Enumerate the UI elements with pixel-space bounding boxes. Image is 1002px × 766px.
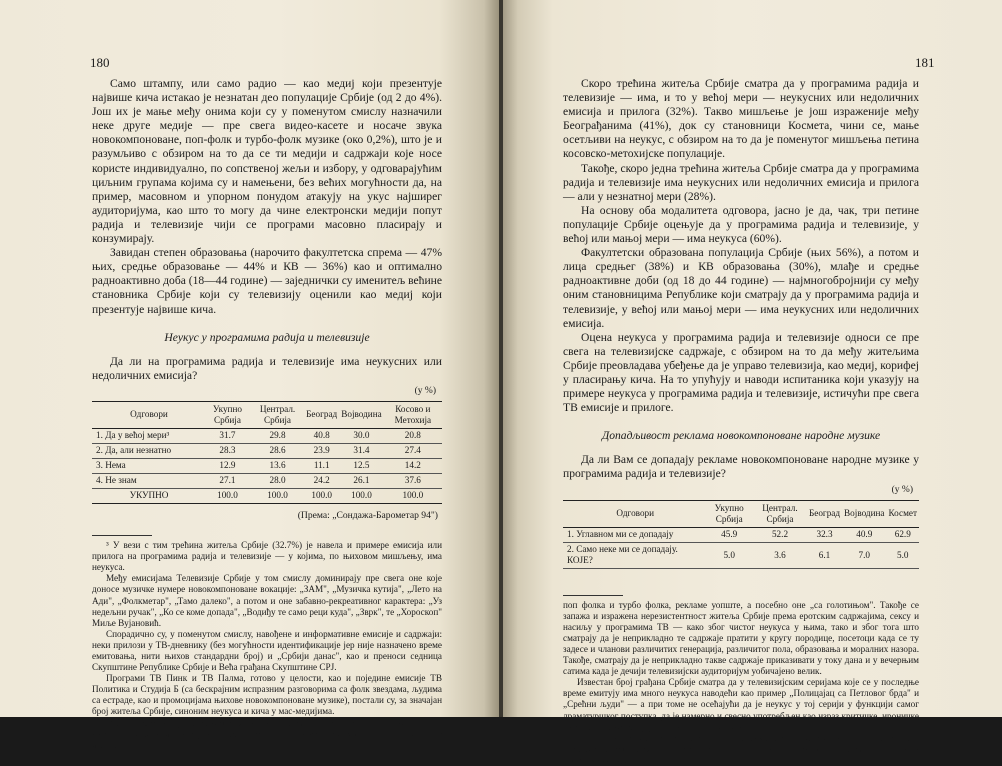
table-total-row: [92, 488, 442, 503]
unit-label: (у %): [891, 484, 913, 495]
table-cell: 3.6: [753, 542, 807, 568]
table-cell: 23.9: [304, 443, 339, 458]
page-number: 181: [915, 55, 935, 70]
table-cell: 13.6: [251, 458, 304, 473]
table-row: [92, 428, 442, 443]
table-cell: 14.2: [384, 458, 442, 473]
table-cell: 100.0: [304, 488, 339, 503]
footnote: Било је и примедаба на неукусно и непримерено понашање и начин вербалне и невербалне комуникације водитеља, пре свега у програмима телевизије, али и у програмима радија.: [563, 732, 919, 765]
table-cell: 100.0: [204, 488, 251, 503]
table-cell: 11.1: [304, 458, 339, 473]
table-cell: 27.4: [384, 443, 442, 458]
paragraph: Такође, скоро једна трећина житеља Србије сматра да у програмима радија и телевизије има неукусних или недоличних емисија и прилога — али у незнатној мери (28%).: [563, 161, 919, 203]
row-label: 1. Углавном ми се допадају: [563, 527, 705, 542]
column-header: Одговори: [92, 401, 204, 428]
footnotes: [92, 540, 442, 751]
table-cell: 5.0: [705, 542, 753, 568]
table-cell: 100.0: [339, 488, 383, 503]
table-cell: 12.5: [339, 458, 383, 473]
table-header-row: [92, 401, 442, 428]
table-cell: 28.6: [251, 443, 304, 458]
table-cell: 31.7: [204, 428, 251, 443]
left-body: [92, 77, 442, 751]
survey-question: Да ли Вам се допадају рекламе новокомпоноване народне музике у програмима радија и телевизије?: [563, 453, 919, 481]
survey-question: Да ли на програмима радија и телевизије има неукусних или недоличних емисија?: [92, 354, 442, 382]
column-header: Укупно Србија: [705, 500, 753, 527]
table-cell: 29.8: [251, 428, 304, 443]
table-cell: 100.0: [384, 488, 442, 503]
table-cell: 45.9: [705, 527, 753, 542]
page-number: 180: [90, 55, 110, 70]
column-header: Београд: [807, 500, 842, 527]
table-header-row: [563, 500, 919, 527]
paragraph: Завидан степен образовања (нарочито факултетска спрема — 47% њих, средње образовање — 44% и КВ — 36%) као и оптимално радноактивно доба (18—44 године) — заједнички су именитељ већине становника Србије који су телевизију оценили као медиј који презентује највише кича.: [92, 246, 442, 316]
row-label: УКУПНО: [92, 488, 204, 503]
column-header: Централ. Србија: [251, 401, 304, 428]
table-cell: 20.8: [384, 428, 442, 443]
table-cell: 52.2: [753, 527, 807, 542]
footnote: Известан број грађана Србије сматра да у телевизијским серијама које се у последње време емитују има много неукуса наводећи као пример „Полицајац са Петловог брда" и „Срећни људи" — а при томе не осећајући да је неукус у тој серији у функцији самог драматуршког поступка, да је намерно и свесно употребљен као израз критичке, ироничке дистанце према кичу у нашем животном окружењу.: [563, 677, 919, 732]
table-row: [563, 527, 919, 542]
table-cell: 40.9: [842, 527, 886, 542]
table-cell: 26.1: [339, 473, 383, 488]
paragraph: Факултетски образована популација Србије (њих 56%), а потом и лица средњег (38%) и КВ образовања (30%), млађе и средње радноактивне доби (од 18 до 44 године) — најмногобројнији су међу оним становницима Републике који сматрају да у програмима радија и телевизије, у већој или мањој мери — има неукусних или недоличних емисија.: [563, 246, 919, 330]
row-label: 1. Да у већој мери³: [92, 428, 204, 443]
table-cell: 28.0: [251, 473, 304, 488]
table-cell: 40.8: [304, 428, 339, 443]
table-cell: 31.4: [339, 443, 383, 458]
table-cell: 100.0: [251, 488, 304, 503]
table-cell: 24.2: [304, 473, 339, 488]
unit-label: (у %): [414, 385, 436, 396]
column-header: Војводина: [842, 500, 886, 527]
results-table: [563, 500, 919, 569]
results-table: [92, 401, 442, 504]
paragraph: Скоро трећина житеља Србије сматра да у програмима радија и телевизије — има, и то у већој мери — неукусних или недоличних емисија и прилога (32%). Такво мишљење је још израженије међу Београђанима (41%), док су становници Космета, чини се, мање осетљиви на неукус, с обзиром на то да је поменутог мишљења петина косовско-метохијске популације.: [563, 77, 919, 161]
table-cell: 5.0: [887, 542, 919, 568]
footnote: Спорадично су, у поменутом смислу, навођене и информативне емисије и садржаји: неки прилози у ТВ-дневнику (без могућности идентификације јер није назначено време емитовања, нити њихов стандардни број) и „Србији данас", као и преноси седница Скупштине Републике Србије и Већа грађана Скупштине СРЈ.: [92, 628, 442, 673]
column-header: Централ. Србија: [753, 500, 807, 527]
footnote: Програми ТВ Пинк и ТВ Палма, готово у целости, као и поједине емисије ТВ Политика и Студија Б (са бескрајним испразним разговорима са фолк звездама, људима са естраде, као и промоцијама њихове новокомпоноване музике), постали су, за значајан број житеља Србије, синоним неукуса и кича у мас-медијима.: [92, 673, 442, 717]
table-row: [92, 458, 442, 473]
row-label: 2. Само неке ми се допадају. КОЈЕ?: [563, 542, 705, 568]
table-cell: 62.9: [887, 527, 919, 542]
paragraph: На основу оба модалитета одговора, јасно је да, чак, три петине популације Србије оцењује да у програмима радија и телевизије, у већој или мањој мери — има неукуса (60%).: [563, 203, 919, 246]
column-header: Београд: [304, 401, 339, 428]
right-body: [563, 77, 919, 766]
table-cell: 30.0: [339, 428, 383, 443]
section-heading: Неукус у програмима радија и телевизије: [164, 330, 370, 344]
footnote-divider: [563, 595, 623, 596]
column-header: Војводина: [339, 401, 383, 428]
table-cell: 6.1: [807, 542, 842, 568]
footnote: Међу емисијама Телевизије Србије у том смислу доминирају пре свега оне које доносе музичке нумере новокомпоноване вокације: „ЗАМ", „Музичка кутија", „Лето на Ади", „Фолкметар", „Тамо далеко", а потом и оне забавно-рекреативног карактера: „Уз недељни ручак", „Ко се коме допада", „Водиђу те само реци куда", „Зврк", те „Хороскоп" Миље Вујановић.: [92, 573, 442, 628]
footnote-divider: [92, 535, 152, 536]
row-label: 2. Да, али незнатно: [92, 443, 204, 458]
table-cell: 37.6: [384, 473, 442, 488]
table-cell: 7.0: [842, 542, 886, 568]
row-label: 3. Нема: [92, 458, 204, 473]
section-heading: Допадљивост реклама новокомпоноване народне музике: [601, 429, 881, 443]
column-header: Одговори: [563, 500, 705, 527]
table-source: (Према: „Сондажа-Барометар 94"): [297, 509, 438, 521]
footnote: поп фолка и турбо фолка, рекламе уопште, а посебно оне „са голотињом". Такође се запажа и изражена нерезистентност житеља Србије према еротским садржајима, сексу и насиљу у програмима ТВ — како због чистог неукуса у њима, тако и због тога што сматрају да је неприкладно те садржаје пратити у кругу породице, посетоци када се ту задесе и чланови различитих генерација, различитог пола, образовања и моралних назора. Такође, сматрају да је неприкладно такве садржаје приказивати у току дана и у вечерњим сатима када је дечији телевизијски аудиторијум уобичајено велик.: [563, 599, 919, 677]
right-page: [503, 0, 1002, 765]
table-cell: 28.3: [204, 443, 251, 458]
row-label: 4. Не знам: [92, 473, 204, 488]
paragraph: Само штампу, или само радио — као медиј који презентује највише кича истакао је незнатан део популације Србије (од 2 до 4%). Још их је мање међу онима који су у поменутом смислу назначили неке друге медије — пре свега видео-касете и носаче звука новокомпоноване, поп-фолк и турбо-фолк музике (око 0,2%), што је и разумљиво с обзиром на то да се ти медији и садржаји које носе користе индивидуално, по сопственој жељи и избору, у одговарајућим циљним групама којима су и намењени, без већих могућности да, на пример, масовном и упорном понудом атакују на укус најширег аудиторијума, као што то могу да чине електронски медији попут радија и телевизије чији се програми масовно пласирају и конзумирају.: [92, 77, 442, 246]
table-cell: 32.3: [807, 527, 842, 542]
column-header: Косово и Метохија: [384, 401, 442, 428]
table-cell: 27.1: [204, 473, 251, 488]
table-row: [563, 542, 919, 568]
table-cell: 12.9: [204, 458, 251, 473]
footnote: ³ У вези с тим трећина житеља Србије (32.7%) је навела и примере емисија или прилога на програмима радија и телевизије — у којима, по њиховом мишљењу, има неукуса.: [92, 540, 442, 573]
paragraph: Оцена неукуса у програмима радија и телевизије односи се пре свега на телевизијске садржаје, с обзиром на то да међу житељима Србије преовладава убеђење да је управо телевизија, као медиј, корифеј у пласирању кича. На то упућују и наводи испитаника који указују на примере неукуса у програмима радија и телевизије, истичући пре свега ТВ емисије и прилоге.: [563, 330, 919, 415]
column-header: Укупно Србија: [204, 401, 251, 428]
table-row: [92, 473, 442, 488]
left-page: [0, 0, 499, 750]
table-row: [92, 443, 442, 458]
column-header: Космет: [887, 500, 919, 527]
footnotes: [563, 600, 919, 766]
footnote: Међу прилозима у програмима радија и телевизије који су избили у сам врх топ-листе неукуса доминирају музички спотови, нарочито новокомпонованог народног мелоса,: [92, 717, 442, 750]
